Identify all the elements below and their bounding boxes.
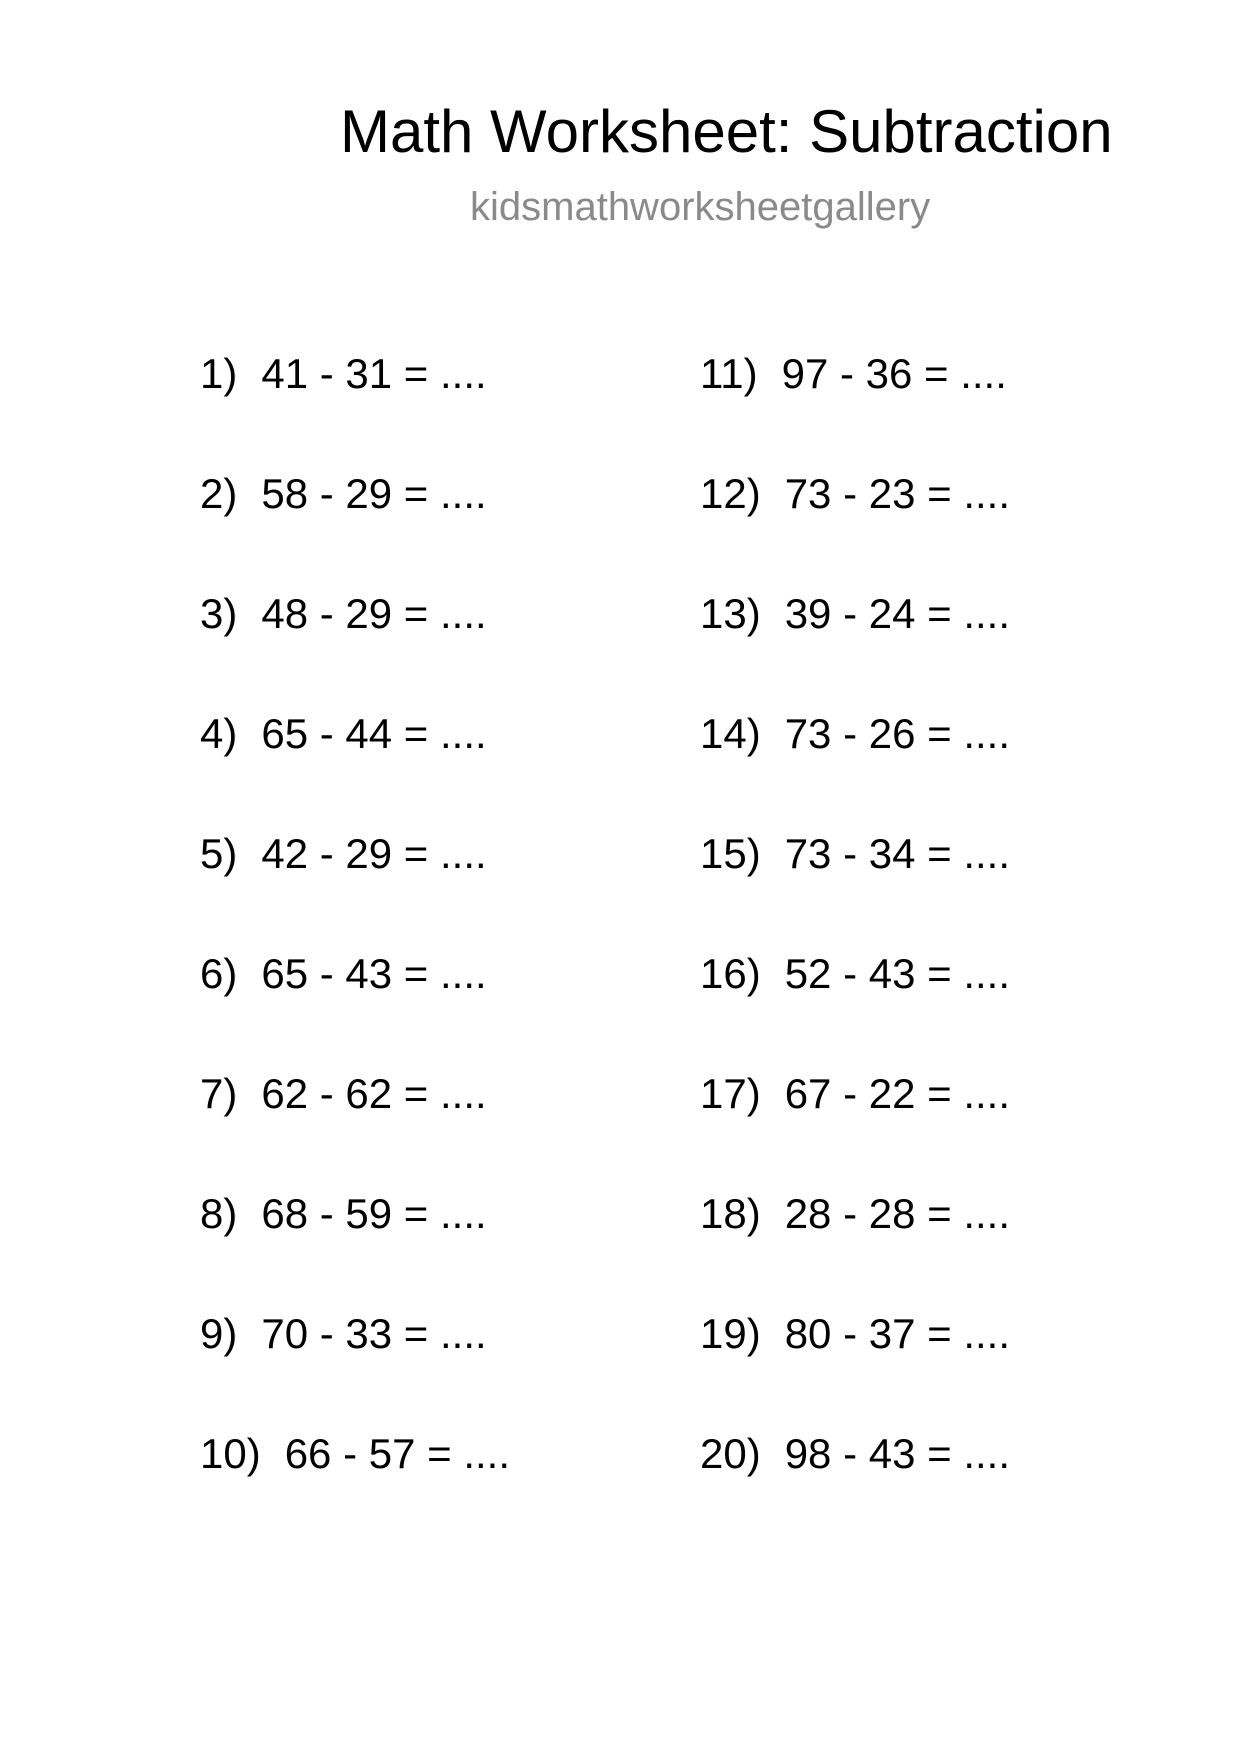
problem-number: 5) (200, 830, 238, 877)
problems-column-right (700, 350, 1180, 1550)
problem-number: 1) (200, 350, 238, 397)
problem-number: 7) (200, 1070, 238, 1117)
problem-expression: 73 - 23 = .... (784, 470, 1011, 517)
page-title: Math Worksheet: Subtraction (340, 98, 1113, 165)
problem-number: 6) (200, 950, 238, 997)
site-name: kidsmathworksheetgallery (470, 185, 931, 229)
problem-expression: 70 - 33 = .... (261, 1310, 487, 1357)
problem-expression: 67 - 22 = .... (784, 1070, 1011, 1117)
problem-item (700, 1190, 1180, 1310)
problem-number: 10) (200, 1430, 261, 1477)
problem-item (700, 350, 1180, 470)
problem-number: 2) (200, 470, 238, 517)
problem-expression: 42 - 29 = .... (261, 830, 487, 877)
problem-item (200, 1310, 680, 1430)
problems-column-left (200, 350, 680, 1550)
problem-number: 14) (700, 710, 761, 757)
problem-expression: 48 - 29 = .... (261, 590, 487, 637)
problem-number: 13) (700, 590, 761, 637)
problem-item (700, 710, 1180, 830)
problem-item (700, 1070, 1180, 1190)
problem-expression: 65 - 44 = .... (261, 710, 487, 757)
problem-item (200, 1430, 680, 1550)
problem-number: 4) (200, 710, 238, 757)
problem-expression: 73 - 26 = .... (784, 710, 1011, 757)
problem-item (700, 470, 1180, 590)
problem-item (200, 830, 680, 950)
problem-item (200, 350, 680, 470)
problem-number: 17) (700, 1070, 761, 1117)
problem-item (700, 1310, 1180, 1430)
problem-expression: 68 - 59 = .... (261, 1190, 487, 1237)
problem-number: 19) (700, 1310, 761, 1357)
problem-item (200, 710, 680, 830)
problem-expression: 73 - 34 = .... (784, 830, 1011, 877)
problem-item (700, 590, 1180, 710)
problem-expression: 66 - 57 = .... (284, 1430, 511, 1477)
problem-expression: 39 - 24 = .... (784, 590, 1011, 637)
problem-expression: 80 - 37 = .... (784, 1310, 1011, 1357)
problem-item (200, 470, 680, 590)
problem-number: 11) (700, 350, 758, 397)
problem-number: 18) (700, 1190, 761, 1237)
problem-expression: 65 - 43 = .... (261, 950, 487, 997)
problem-number: 3) (200, 590, 238, 637)
problem-expression: 41 - 31 = .... (261, 350, 487, 397)
problem-item (200, 950, 680, 1070)
problem-number: 8) (200, 1190, 238, 1237)
problem-number: 15) (700, 830, 761, 877)
problem-expression: 98 - 43 = .... (784, 1430, 1011, 1477)
problem-item (200, 1190, 680, 1310)
problem-number: 9) (200, 1310, 238, 1357)
problem-number: 12) (700, 470, 761, 517)
problem-expression: 62 - 62 = .... (261, 1070, 487, 1117)
problem-expression: 58 - 29 = .... (261, 470, 487, 517)
problem-item (700, 1430, 1180, 1550)
problem-expression: 52 - 43 = .... (784, 950, 1011, 997)
problem-item (700, 830, 1180, 950)
problem-number: 16) (700, 950, 761, 997)
problem-number: 20) (700, 1430, 761, 1477)
problem-item (700, 950, 1180, 1070)
problem-expression: 97 - 36 = .... (781, 350, 1007, 397)
problem-item (200, 1070, 680, 1190)
problem-expression: 28 - 28 = .... (784, 1190, 1011, 1237)
problem-item (200, 590, 680, 710)
